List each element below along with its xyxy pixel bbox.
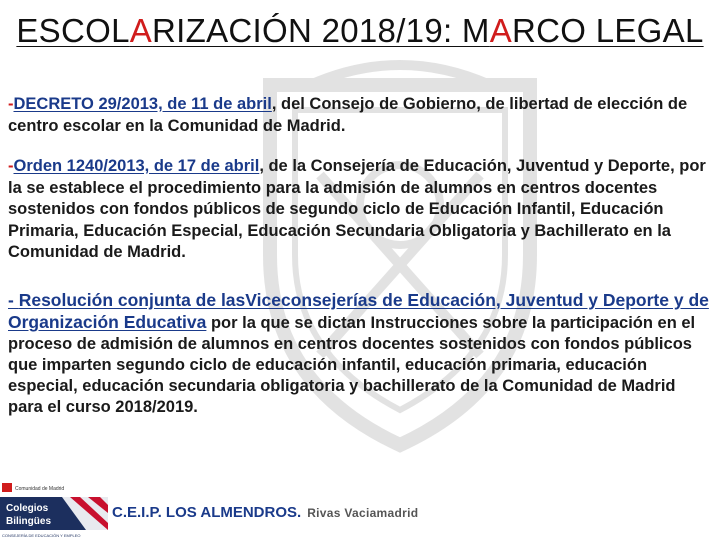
title-text-2: RIZACIÓN 2018/19: M xyxy=(152,12,490,49)
bullet-dash: - xyxy=(8,157,14,175)
orden-description: , de la Consejería de Educación, Juventud y Deporte, por la se establece el procedimiento para la admisión de alumnos en centros docentes sostenidos con fondos públicos de segundo ciclo de Educación Infantil, Educación Primaria, Educación Especial, Educación Secundaria Obligatoria y Bachillerato en la Comunidad de Madrid. xyxy=(8,157,706,261)
title-accent-2: A xyxy=(489,12,513,49)
legal-item-orden xyxy=(8,156,714,264)
colegios-bilingues-logo xyxy=(0,479,108,540)
logo-bottom-text: CONSEJERÍA DE EDUCACIÓN Y EMPLEO xyxy=(2,533,81,538)
legal-item-decreto xyxy=(8,94,714,137)
orden-link[interactable]: Orden 1240/2013, de 17 de abril xyxy=(13,157,260,175)
town-name: Rivas Vaciamadrid xyxy=(307,506,419,520)
footer-school-name xyxy=(112,504,418,521)
decreto-description: , del Consejo de Gobierno, de libertad de elección de centro escolar en la Comunidad de Madrid. xyxy=(8,95,688,135)
resolucion-link[interactable]: Resolución conjunta de lasViceconsejerías de Educación, Juventud y Deporte y de Organización Educativa xyxy=(8,290,709,332)
page-title xyxy=(0,12,720,50)
legal-item-resolucion xyxy=(8,290,714,418)
title-accent-1: A xyxy=(129,12,153,49)
title-text-3: RCO LEGAL xyxy=(512,12,704,49)
bullet-dash: - xyxy=(8,290,19,310)
logo-top-text: Comunidad de Madrid xyxy=(15,486,65,492)
logo-line-2: Bilingües xyxy=(6,516,52,527)
decreto-link[interactable]: DECRETO 29/2013, de 11 de abril xyxy=(13,95,272,113)
logo-line-1: Colegios xyxy=(6,503,49,514)
bullet-dash: - xyxy=(8,95,14,113)
title-text-1: ESCOL xyxy=(16,12,130,49)
resolucion-description: por la que se dictan Instrucciones sobre la participación en el proceso de admisión de alumnos en centros docentes sostenidos con fondos públicos que imparten segundo ciclo de educación infantil, educación primaria, educación especial, educación secundaria obligatoria y bachillerato de la Comunidad de Madrid para el curso 2018/2019. xyxy=(8,314,696,416)
school-name: C.E.I.P. LOS ALMENDROS. xyxy=(112,504,302,521)
madrid-flag-icon xyxy=(2,483,12,492)
